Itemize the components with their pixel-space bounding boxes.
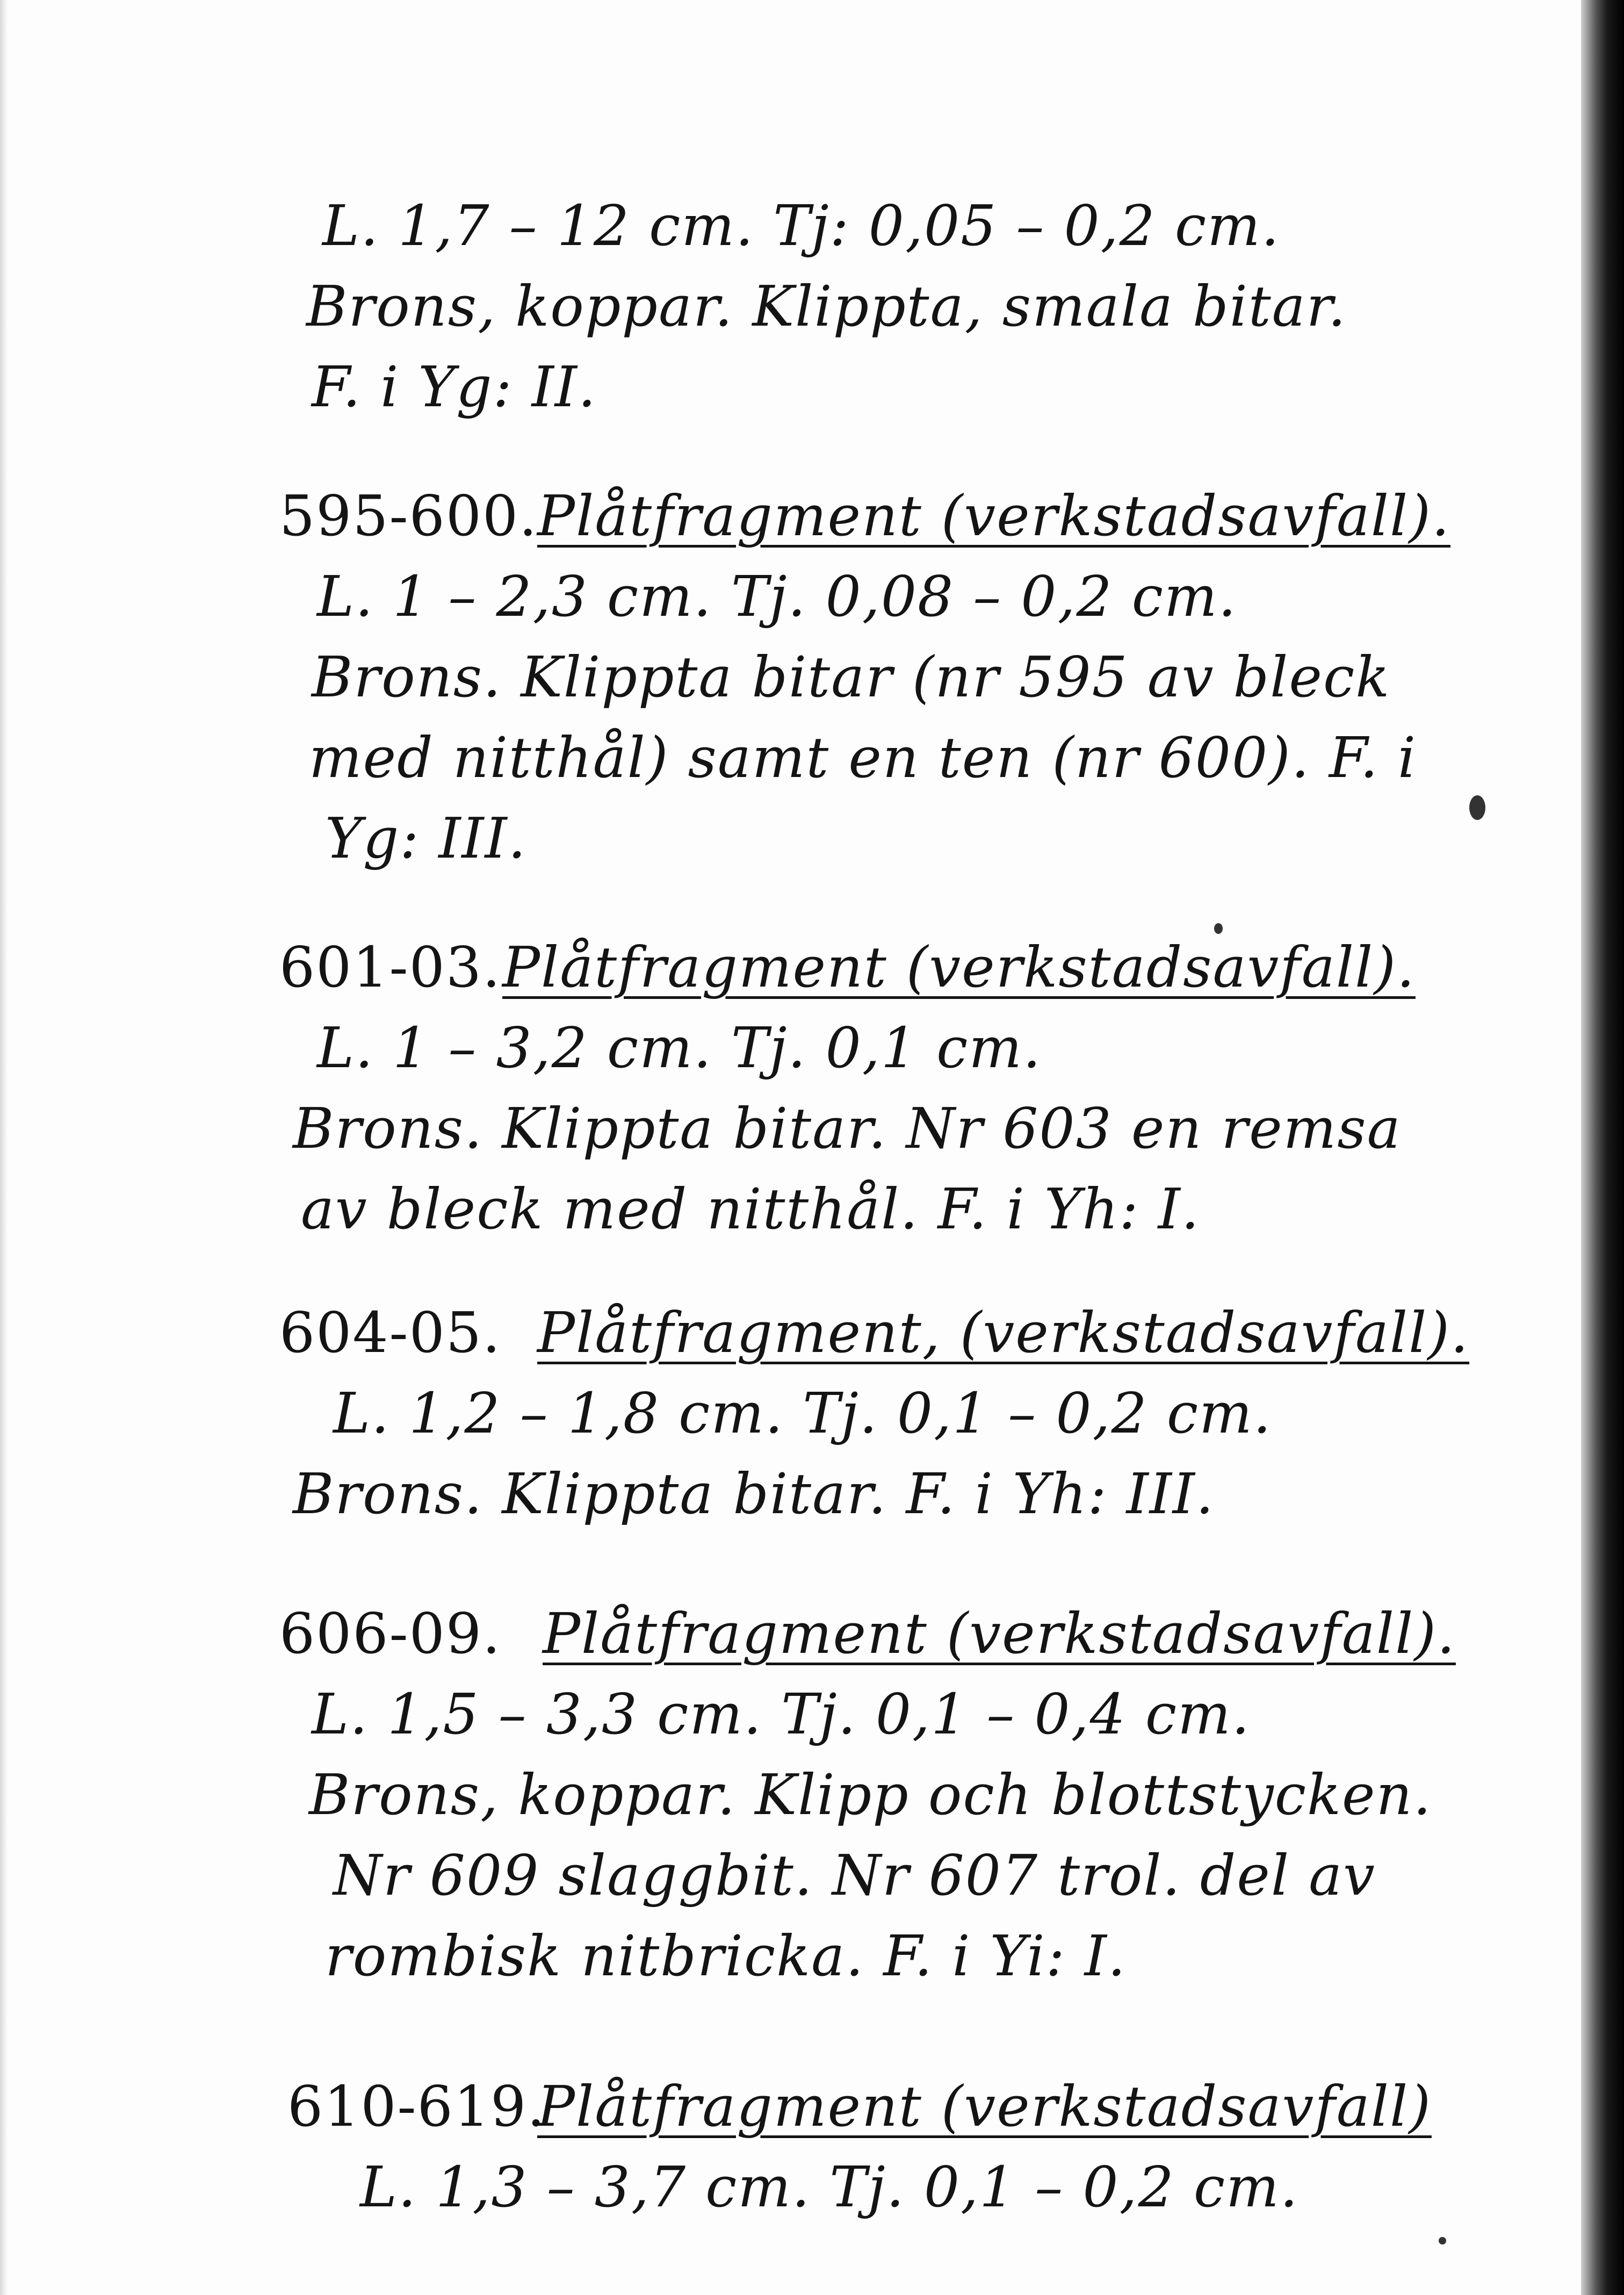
entry-description: rombisk nitbricka. F. i Yi: I. xyxy=(325,1923,1127,1989)
entry-find-location: Yg: III. xyxy=(325,805,527,871)
entry-number: 604-05. xyxy=(279,1300,502,1365)
ink-speck xyxy=(1439,2237,1446,2244)
entry-dimensions: L. 1,7 – 12 cm. Tj: 0,05 – 0,2 cm. xyxy=(322,193,1280,258)
entry-description: Nr 609 slaggbit. Nr 607 trol. del av xyxy=(333,1843,1376,1908)
entry-title: Plåtfragment (verkstadsavfall) xyxy=(537,2074,1432,2139)
entry-dimensions: L. 1,5 – 3,3 cm. Tj. 0,1 – 0,4 cm. xyxy=(312,1681,1251,1747)
page-left-edge xyxy=(0,0,8,2295)
entry-number: 610-619. xyxy=(287,2074,546,2139)
entry-description: Brons. Klippta bitar. Nr 603 en remsa xyxy=(293,1096,1402,1161)
entry-description: Brons. Klippta bitar (nr 595 av bleck xyxy=(312,644,1391,710)
entry-description: Brons. Klippta bitar. F. i Yh: III. xyxy=(293,1461,1215,1527)
entry-title: Plåtfragment (verkstadsavfall). xyxy=(502,934,1416,1000)
entry-title: Plåtfragment (verkstadsavfall). xyxy=(543,1601,1456,1666)
ink-speck xyxy=(1469,795,1485,820)
entry-description: Brons, koppar. Klipp och blottstycken. xyxy=(309,1762,1432,1828)
entry-title: Plåtfragment (verkstadsavfall). xyxy=(537,483,1450,549)
entry-dimensions: L. 1 – 3,2 cm. Tj. 0,1 cm. xyxy=(317,1015,1042,1081)
ink-speck xyxy=(1214,923,1223,934)
entry-number: 606-09. xyxy=(279,1601,502,1666)
entry-dimensions: L. 1,2 – 1,8 cm. Tj. 0,1 – 0,2 cm. xyxy=(333,1380,1272,1446)
entry-dimensions: L. 1,3 – 3,7 cm. Tj. 0,1 – 0,2 cm. xyxy=(360,2154,1299,2220)
entry-number: 595-600. xyxy=(279,483,538,549)
entry-description: av bleck med nitthål. F. i Yh: I. xyxy=(301,1176,1200,1242)
page-right-edge xyxy=(1581,0,1624,2295)
entry-title: Plåtfragment, (verkstadsavfall). xyxy=(537,1300,1470,1365)
entry-description: med nitthål) samt en ten (nr 600). F. i xyxy=(309,725,1417,790)
entry-description: Brons, koppar. Klippta, smala bitar. xyxy=(306,274,1347,339)
entry-number: 601-03. xyxy=(279,934,502,1000)
entry-find-location: F. i Yg: II. xyxy=(312,354,597,420)
entry-dimensions: L. 1 – 2,3 cm. Tj. 0,08 – 0,2 cm. xyxy=(317,564,1237,629)
